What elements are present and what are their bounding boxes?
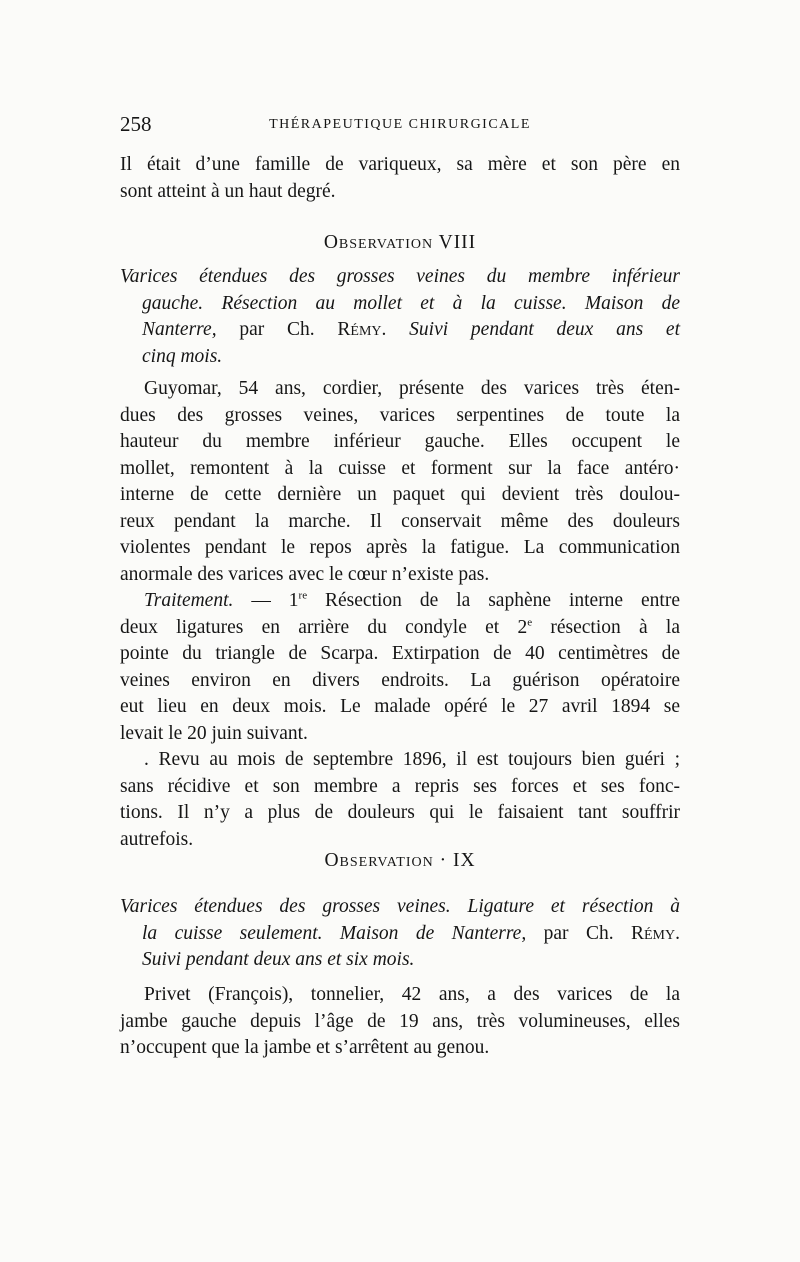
text-line: sont atteint à un haut degré. <box>120 180 336 202</box>
author-name: Rémy <box>631 922 676 944</box>
text-line: autrefois. <box>120 828 194 850</box>
text-line: gauche. Résection au mollet et à la cuisse. Maison de <box>142 292 680 314</box>
text-line: levait le 20 juin suivant. <box>120 722 308 744</box>
text-line <box>120 588 680 615</box>
page-number: 258 <box>120 112 152 136</box>
observation-8-subtitle <box>120 264 680 370</box>
text-line: dues des grosses veines, varices serpentines de toute la <box>120 404 680 426</box>
text-line: n’occupent que la jambe et s’arrêtent au genou. <box>120 1037 490 1058</box>
observation-title: Observation VIII <box>323 232 477 253</box>
text-line <box>120 317 680 344</box>
treatment-text: deux ligatures en arrière du condyle et 2 <box>120 616 528 638</box>
superscript: re <box>298 589 308 602</box>
text-line: reux pendant la marche. Il conservait même des douleurs <box>120 510 680 532</box>
author-suffix: . <box>381 319 410 340</box>
text-line: tions. Il n’y a plus de douleurs qui le faisaient tant souffrir <box>120 802 680 823</box>
text-line: violentes pendant le repos après la fatigue. La communication <box>120 537 680 558</box>
author-prefix: par Ch. <box>216 319 338 340</box>
text-line <box>120 615 680 642</box>
treatment-text: Résection de la saphène interne entre <box>307 590 681 611</box>
treatment-label: Traitement. <box>144 590 234 611</box>
author-name: Rémy <box>337 319 382 340</box>
place-name: la cuisse seulement. Maison de Nanterre, <box>142 922 527 944</box>
text-line: sans récidive et son membre a repris ses forces et ses fonc- <box>120 775 680 797</box>
treatment-dash: — 1 <box>233 590 299 611</box>
text-line: Guyomar, 54 ans, cordier, présente des varices très éten- <box>144 378 680 399</box>
text-line <box>120 921 680 948</box>
observation-8-heading <box>120 230 680 257</box>
text-line: veines environ en divers endroits. La guérison opératoire <box>120 669 680 691</box>
text-line: Privet (François), tonnelier, 42 ans, a des varices de la <box>144 984 680 1005</box>
text-line: cinq mois. <box>142 345 223 367</box>
text-line: eut lieu en deux mois. Le malade opéré le 27 avril 1894 se <box>120 696 680 717</box>
text-line: anormale des varices avec le cœur n’existe pas. <box>120 563 490 585</box>
text-line: hauteur du membre inférieur gauche. Elles occupent le <box>120 431 680 452</box>
text-line: . Revu au mois de septembre 1896, il est toujours bien guéri ; <box>144 749 680 770</box>
author-prefix: par Ch. <box>526 922 631 944</box>
text-line: jambe gauche depuis l’âge de 19 ans, très volumineuses, elles <box>120 1010 680 1032</box>
superscript: e <box>527 616 533 628</box>
page-header <box>120 112 680 140</box>
observation-9-subtitle <box>120 894 680 974</box>
intro-paragraph <box>120 152 680 205</box>
text-line: Suivi pendant deux ans et six mois. <box>142 949 415 970</box>
observation-9-heading <box>120 848 680 875</box>
observation-8-body <box>120 376 680 853</box>
place-name: Nanterre, <box>142 319 217 340</box>
treatment-text: résection à la <box>532 616 680 638</box>
author-suffix: . <box>675 922 680 944</box>
observation-9-body <box>120 982 680 1062</box>
text-line: Il était d’une famille de variqueux, sa mère et son père en <box>120 154 680 175</box>
text-line: Varices étendues des grosses veines. Ligature et résection à <box>120 896 680 917</box>
running-title: THÉRAPEUTIQUE CHIRURGICALE <box>269 117 531 132</box>
text-line: pointe du triangle de Scarpa. Extirpation de 40 centimètres de <box>120 643 680 664</box>
text-line: interne de cette dernière un paquet qui devient très doulou- <box>120 484 680 505</box>
text-line: mollet, remontent à la cuisse et forment sur la face antéro· <box>120 457 680 479</box>
observation-title: Observation · IX <box>324 850 476 871</box>
follow-up-note: Suivi pendant deux ans et <box>409 319 681 340</box>
text-line: Varices étendues des grosses veines du membre inférieur <box>120 266 680 287</box>
